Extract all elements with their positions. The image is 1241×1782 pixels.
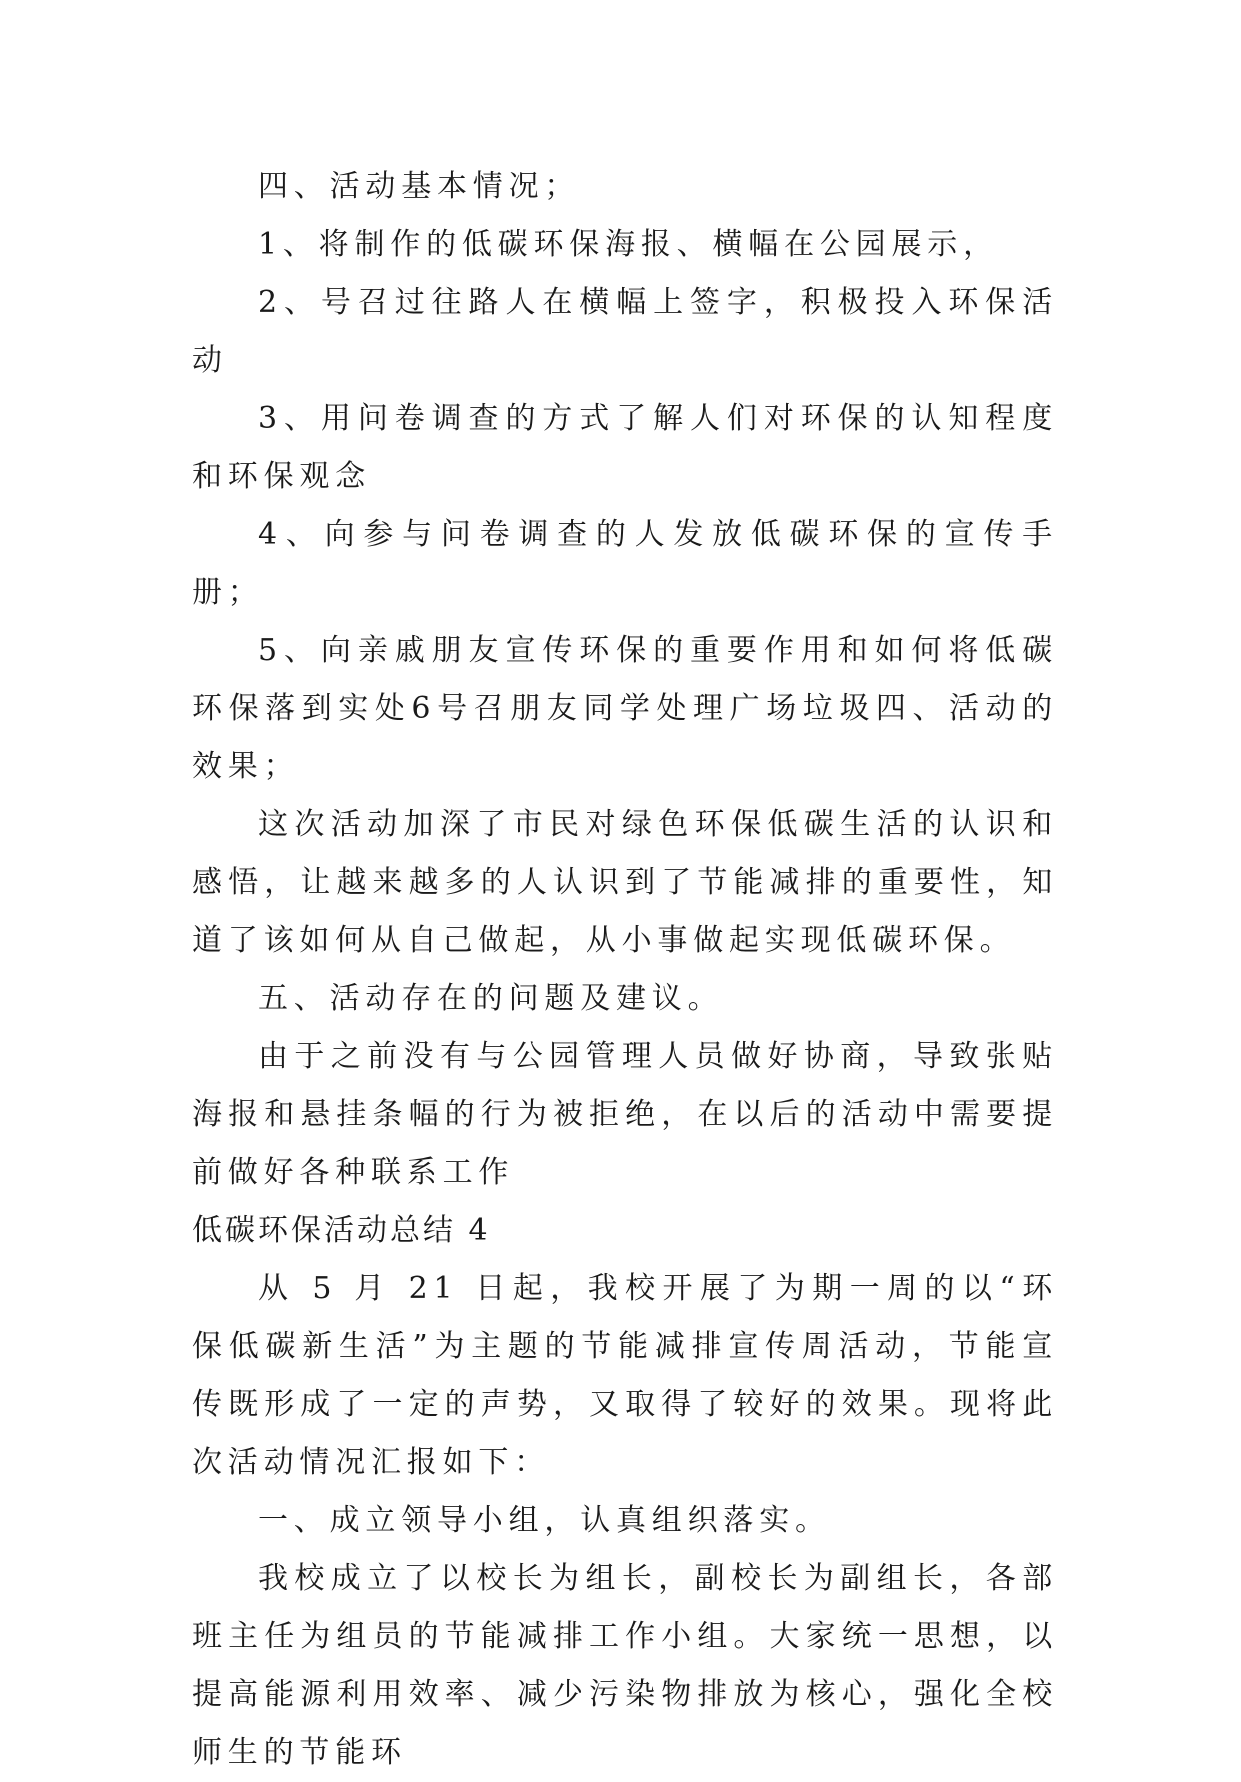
document-body (192, 158, 1058, 1782)
paragraph-item-1: 1、将制作的低碳环保海报、横幅在公园展示， (258, 227, 999, 262)
paragraph-item-3: 3、用问卷调查的方式了解人们对环保的认知程度和环保观念 (192, 401, 1058, 494)
paragraph-problems-heading: 五、活动存在的问题及建议。 (258, 981, 724, 1016)
paragraph-item-2: 2、号召过往路人在横幅上签字，积极投入环保活动 (192, 285, 1058, 378)
paragraph-problems-body: 由于之前没有与公园管理人员做好协商，导致张贴海报和悬挂条幅的行为被拒绝，在以后的活动中需要提前做好各种联系工作 (192, 1039, 1058, 1190)
paragraph-item-5: 5、向亲戚朋友宣传环保的重要作用和如何将低碳环保落到实处6号召朋友同学处理广场垃圾四、活动的效果； (192, 633, 1058, 784)
paragraph-summary-intro: 从 5 月 21 日起，我校开展了为期一周的以“环保低碳新生活”为主题的节能减排宣传周活动，节能宣传既形成了一定的声势，又取得了较好的效果。现将此次活动情况汇报如下： (192, 1271, 1058, 1480)
paragraph-item-4: 4、向参与问卷调查的人发放低碳环保的宣传手册； (192, 517, 1058, 610)
paragraph-leadership-heading: 一、成立领导小组，认真组织落实。 (258, 1503, 831, 1538)
section-title-summary-4: 低碳环保活动总结 4 (192, 1213, 491, 1248)
paragraph-activity-basics-heading: 四、活动基本情况； (258, 169, 581, 204)
paragraph-leadership-body: 我校成立了以校长为组长，副校长为副组长，各部班主任为组员的节能减排工作小组。大家统一思想，以提高能源利用效率、减少污染物排放为核心，强化全校师生的节能环 (192, 1561, 1058, 1770)
paragraph-effect: 这次活动加深了市民对绿色环保低碳生活的认识和感悟，让越来越多的人认识到了节能减排的重要性，知道了该如何从自己做起，从小事做起实现低碳环保。 (192, 807, 1058, 958)
